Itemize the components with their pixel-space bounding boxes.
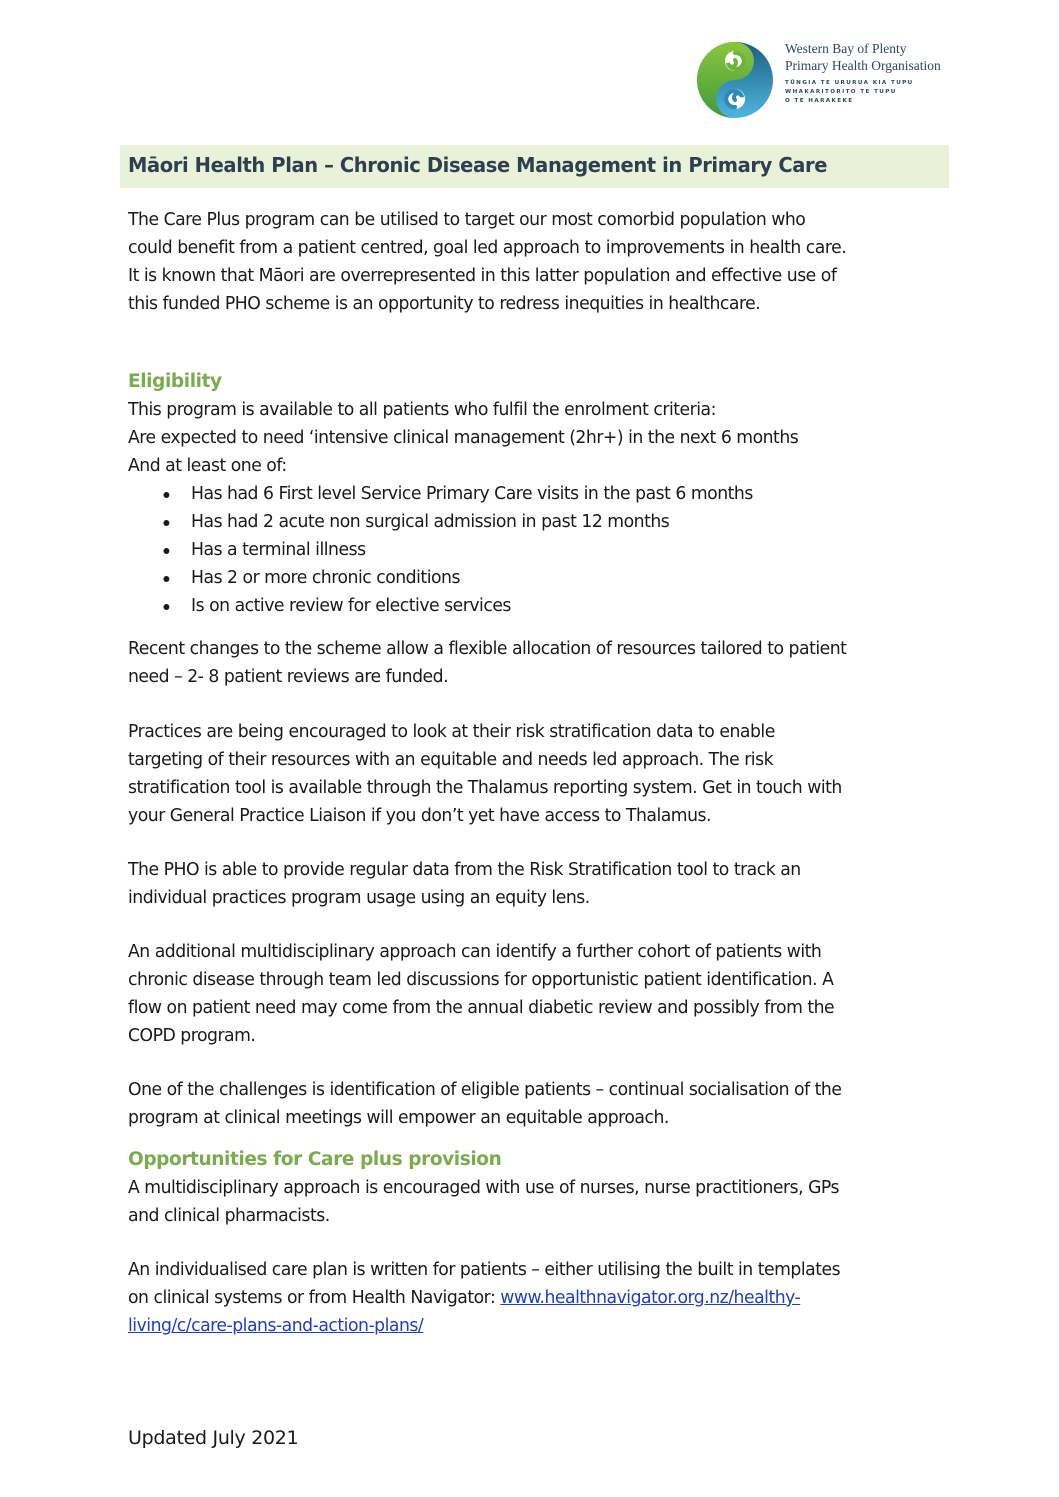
health-navigator-link-continued[interactable]: living/c/care-plans-and-action-plans/ — [128, 1316, 424, 1336]
opportunities-paragraph-1 — [128, 1174, 948, 1230]
text-line: One of the challenges is identification of eligible patients – continual socialisation of the — [128, 1080, 842, 1100]
tagline-line3: O TE HARAKEKE — [785, 98, 854, 104]
organisation-name-line1: Western Bay of Plenty — [785, 41, 907, 56]
text-line: Recent changes to the scheme allow a flexible allocation of resources tailored to patient — [128, 639, 847, 659]
eligibility-text — [128, 396, 948, 480]
text-line: Practices are being encouraged to look at their risk stratification data to enable — [128, 722, 775, 742]
koru-logo-icon — [695, 40, 775, 120]
text-line: An individualised care plan is written for patients – either utilising the built in templates — [128, 1260, 841, 1280]
page-title: Māori Health Plan – Chronic Disease Management in Primary Care — [128, 153, 828, 177]
text-line: COPD program. — [128, 1026, 256, 1046]
text-segment: on clinical systems or from Health Navigator: — [128, 1288, 501, 1308]
text-line: stratification tool is available through the Thalamus reporting system. Get in touch with — [128, 778, 842, 798]
title-banner — [120, 145, 949, 188]
text-line: Are expected to need ‘intensive clinical management (2hr+) in the next 6 months — [128, 428, 799, 448]
text-line: An additional multidisciplinary approach can identify a further cohort of patients with — [128, 942, 822, 962]
text-line: individual practices program usage using an equity lens. — [128, 888, 590, 908]
organisation-name-line2: Primary Health Organisation — [785, 58, 941, 73]
text-line: A multidisciplinary approach is encouraged with use of nurses, nurse practitioners, GPs — [128, 1178, 840, 1198]
list-item: Is on active review for elective services — [128, 592, 936, 620]
logo-text — [785, 40, 960, 106]
text-line: This program is available to all patients who fulfil the enrolment criteria: — [128, 400, 716, 420]
text-line: It is known that Māori are overrepresented in this latter population and effective use of — [128, 266, 837, 286]
practices-paragraph — [128, 718, 948, 830]
tagline-line2: WHAKARITORITO TE TUPU — [785, 89, 897, 95]
list-item: Has had 6 First level Service Primary Care visits in the past 6 months — [128, 480, 936, 508]
text-line: need – 2- 8 patient reviews are funded. — [128, 667, 449, 687]
intro-paragraph — [128, 206, 948, 318]
text-line: targeting of their resources with an equitable and needs led approach. The risk — [128, 750, 774, 770]
updated-date: Updated July 2021 — [128, 1427, 299, 1449]
text-line: could benefit from a patient centred, goal led approach to improvements in health care. — [128, 238, 847, 258]
text-line: your General Practice Liaison if you don’t yet have access to Thalamus. — [128, 806, 712, 826]
eligibility-criteria-list — [128, 480, 948, 620]
text-line: And at least one of: — [128, 456, 287, 476]
text-line: flow on patient need may come from the annual diabetic review and possibly from the — [128, 998, 835, 1018]
organisation-logo — [695, 38, 955, 122]
document-body — [128, 206, 948, 1340]
list-item: Has a terminal illness — [128, 536, 936, 564]
pho-data-paragraph — [128, 856, 948, 912]
recent-changes-paragraph — [128, 635, 948, 691]
opportunities-paragraph-2 — [128, 1256, 948, 1340]
list-item: Has 2 or more chronic conditions — [128, 564, 936, 592]
tagline-line1: TŪNGIA TE URURUA KIA TUPU — [785, 80, 914, 86]
text-line: The Care Plus program can be utilised to target our most comorbid population who — [128, 210, 806, 230]
health-navigator-link[interactable]: www.healthnavigator.org.nz/healthy- — [500, 1288, 801, 1308]
text-line: program at clinical meetings will empower an equitable approach. — [128, 1108, 669, 1128]
opportunities-heading: Opportunities for Care plus provision — [128, 1149, 502, 1170]
text-line — [128, 1312, 936, 1340]
text-line: this funded PHO scheme is an opportunity to redress inequities in healthcare. — [128, 294, 761, 314]
eligibility-heading: Eligibility — [128, 371, 222, 392]
text-line — [128, 1284, 936, 1312]
text-line: chronic disease through team led discussions for opportunistic patient identification. A — [128, 970, 834, 990]
multidisciplinary-paragraph — [128, 938, 948, 1050]
text-line: and clinical pharmacists. — [128, 1206, 330, 1226]
list-item: Has had 2 acute non surgical admission in past 12 months — [128, 508, 936, 536]
challenges-paragraph — [128, 1076, 948, 1132]
text-line: The PHO is able to provide regular data from the Risk Stratification tool to track an — [128, 860, 801, 880]
